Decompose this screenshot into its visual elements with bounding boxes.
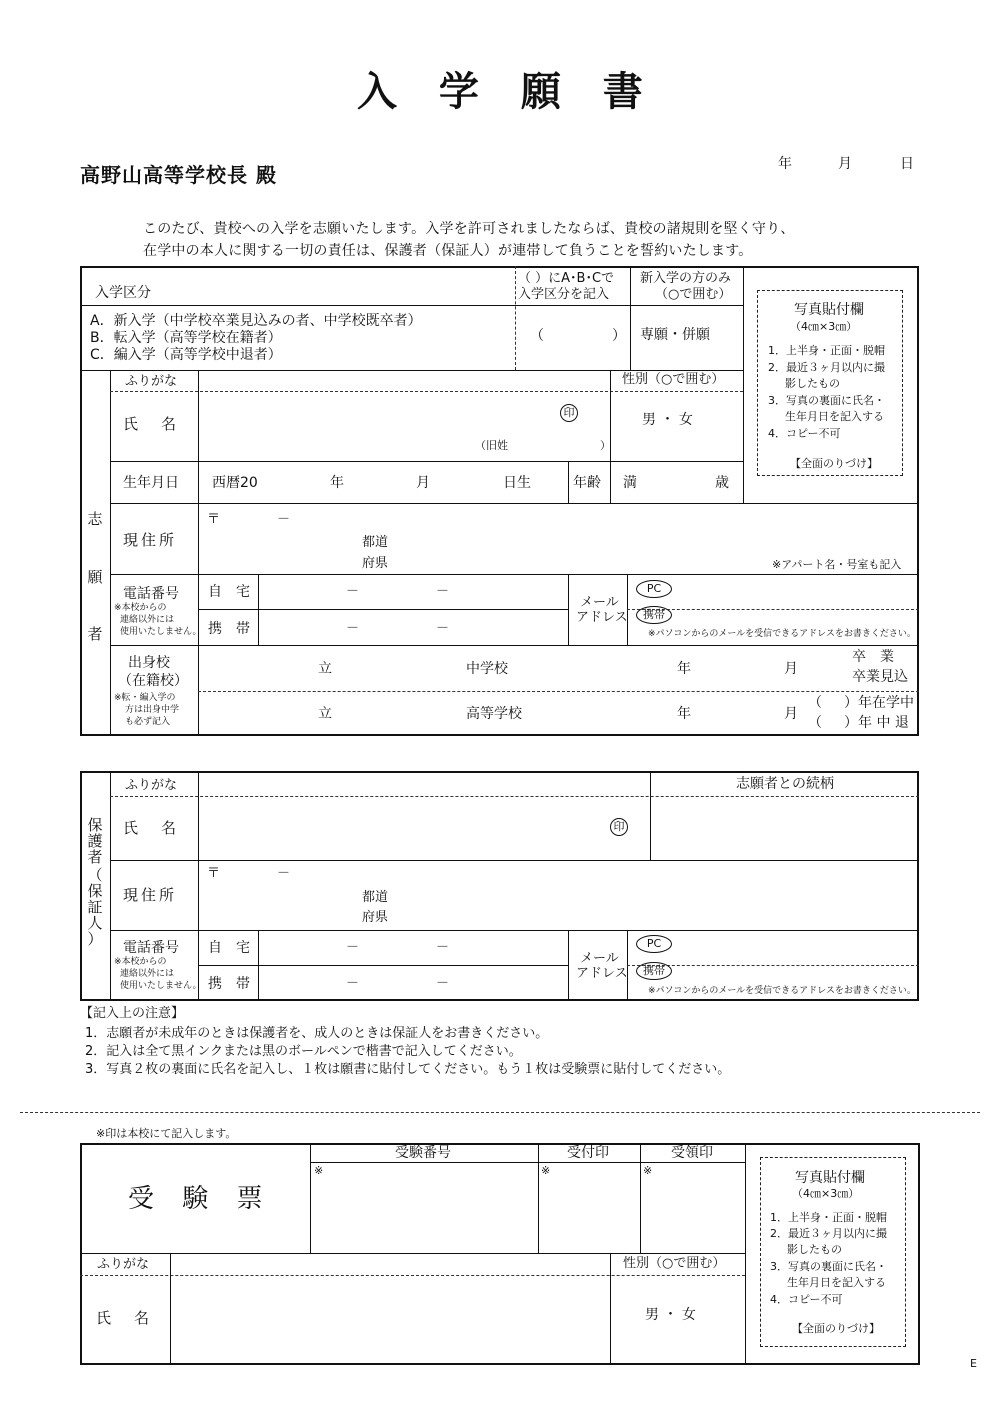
guardian-phone-note-2: 連絡以外には xyxy=(120,969,175,979)
guardian-name-label: 氏 名 xyxy=(123,819,181,837)
guardian-mobile-mail-field[interactable] xyxy=(678,967,916,985)
exam-number-asterisk: ※ xyxy=(314,1164,324,1177)
withdrawn-option[interactable]: ）年 中 退 xyxy=(844,715,909,731)
age-field[interactable] xyxy=(645,470,710,494)
guardian-side-label-2: 護 xyxy=(87,832,103,850)
admission-option-b: B．転入学（高等学校在籍者） xyxy=(90,330,282,346)
guardian-phone-label: 電話番号 xyxy=(123,940,179,956)
guardian-side-label-7: 人 xyxy=(87,914,103,932)
applicant-mobile-phone-1[interactable] xyxy=(262,614,340,640)
school-label-2: （在籍校） xyxy=(118,673,188,689)
guardian-side-label-3: 者 xyxy=(87,848,103,866)
photo-rule-2a: 2．最近３ヶ月以内に撮 xyxy=(768,361,885,374)
applicant-prefecture-top: 都道 xyxy=(362,535,389,550)
applicant-address-field[interactable] xyxy=(395,530,765,570)
guardian-side-label-8: ） xyxy=(87,930,103,948)
applicant-name-field[interactable] xyxy=(200,394,555,434)
applicant-mobile-mail-badge: 携帯 xyxy=(636,606,672,624)
guardian-mobile-phone-label: 携 帯 xyxy=(208,976,250,992)
middle-school-year-label: 年 xyxy=(677,661,691,677)
applicant-mobile-phone-3[interactable] xyxy=(452,614,562,640)
date-year-field[interactable] xyxy=(740,153,776,173)
guardian-phone-note-3: 使用いたしません。 xyxy=(120,981,202,991)
middle-school-name-field[interactable] xyxy=(336,652,458,686)
applicant-home-phone-label: 自 宅 xyxy=(208,584,250,600)
guardian-postal-code-1[interactable] xyxy=(225,864,275,882)
photo-rule-4: 4．コピー不可 xyxy=(768,427,841,440)
photo-rule-1: 1．上半身・正面・脱帽 xyxy=(768,344,885,357)
dob-day-field[interactable] xyxy=(436,470,502,494)
ticket-name-field[interactable] xyxy=(174,1280,606,1360)
high-school-month-field[interactable] xyxy=(700,697,780,731)
applicant-postal-code-2[interactable] xyxy=(293,509,353,527)
guardian-home-dash-1: － xyxy=(346,940,360,955)
guardian-postal-code-2[interactable] xyxy=(293,864,353,882)
guardian-mail-label-2: アドレス xyxy=(576,966,628,981)
applicant-mobile-dash-1: － xyxy=(346,621,360,636)
ticket-photo-rule-4: 4．コピー不可 xyxy=(770,1293,843,1306)
guardian-pc-mail-badge: PC xyxy=(636,935,672,953)
guardian-phone-note-1: ※本校からの xyxy=(114,957,167,967)
applicant-home-dash-2: － xyxy=(436,584,450,599)
guardian-mobile-phone-2[interactable] xyxy=(362,970,432,996)
guardian-prefecture-top: 都道 xyxy=(362,890,389,905)
guardian-side-label-4: （ xyxy=(87,866,103,884)
cut-line xyxy=(20,1112,980,1113)
age-label: 年齢 xyxy=(573,475,601,491)
applicant-side-label-3: 者 xyxy=(87,625,103,643)
applicant-home-phone-1[interactable] xyxy=(262,578,340,604)
note-2: 2．記入は全て黒インクまたは黒のボールペンで楷書で記入してください。 xyxy=(85,1044,522,1059)
middle-school-prefecture-field[interactable] xyxy=(202,652,312,686)
applicant-side-label-1: 志 xyxy=(87,510,103,528)
date-month-field[interactable] xyxy=(800,153,835,173)
exam-number-label: 受験番号 xyxy=(395,1145,451,1161)
guardian-side-label-1: 保 xyxy=(87,816,103,834)
photo-title: 写真貼付欄 xyxy=(794,302,864,318)
ticket-photo-size: （4㎝×3㎝） xyxy=(792,1187,860,1200)
guardian-address-field[interactable] xyxy=(395,886,913,926)
enrolled-grade-field[interactable] xyxy=(822,693,844,711)
guardian-mobile-mail-badge: 携帯 xyxy=(636,962,672,980)
applicant-home-phone-2[interactable] xyxy=(362,578,432,604)
applicant-mobile-dash-2: － xyxy=(436,621,450,636)
applicant-postal-dash: － xyxy=(277,512,291,527)
pledge-line-2: 在学中の本人に関する一切の責任は、保護者（保証人）が連帯して負うことを誓約いたします。 xyxy=(143,243,753,259)
high-school-prefecture-field[interactable] xyxy=(202,697,312,731)
applicant-seal-mark: 印 xyxy=(560,404,578,422)
guardian-furigana-label: ふりがな xyxy=(125,778,178,793)
applicant-pc-mail-badge: PC xyxy=(636,580,672,598)
guardian-home-phone-1[interactable] xyxy=(262,934,340,960)
ticket-furigana-field[interactable] xyxy=(172,1256,606,1274)
guardian-address-label: 現住所 xyxy=(123,886,178,904)
admission-paren-open: （ xyxy=(530,328,544,344)
date-day-field[interactable] xyxy=(860,153,898,173)
guardian-mobile-dash-1: － xyxy=(346,976,360,991)
guardian-furigana-field[interactable] xyxy=(200,774,646,794)
ticket-photo-rule-2a: 2．最近３ヶ月以内に撮 xyxy=(770,1227,887,1240)
guardian-mobile-phone-3[interactable] xyxy=(452,970,562,996)
applicant-mobile-mail-field[interactable] xyxy=(678,612,916,630)
high-school-label: 高等学校 xyxy=(466,706,522,722)
expected-graduation-option[interactable]: 卒業見込 xyxy=(852,669,908,685)
applicant-furigana-label: ふりがな xyxy=(125,374,178,389)
guardian-relation-label: 志願者との続柄 xyxy=(736,776,834,792)
middle-school-public-label: 立 xyxy=(318,661,332,677)
abc-note-line-2: 入学区分を記入 xyxy=(518,287,610,302)
guardian-name-field[interactable] xyxy=(200,800,600,856)
applicant-phone-note-2: 連絡以外には xyxy=(120,615,175,625)
age-suffix: 歳 xyxy=(715,475,729,491)
school-note-2: 方は出身中学 xyxy=(125,705,180,715)
admission-paren-close: ） xyxy=(612,328,626,344)
new-only-line-1: 新入学の方のみ xyxy=(640,271,732,286)
ticket-school-note: ※印は本校にて記入します。 xyxy=(96,1127,237,1140)
guardian-side-label-6: 証 xyxy=(87,898,103,916)
date-year-label: 年 xyxy=(778,156,792,172)
enrolled-option[interactable]: ）年在学中 xyxy=(844,695,914,711)
applicant-address-label: 現住所 xyxy=(123,531,178,549)
guardian-home-phone-3[interactable] xyxy=(452,934,562,960)
applicant-mobile-phone-2[interactable] xyxy=(362,614,432,640)
age-prefix: 満 xyxy=(623,475,637,491)
applicant-phone-note-1: ※本校からの xyxy=(114,603,167,613)
dob-year-field[interactable] xyxy=(262,470,324,494)
guardian-postal-mark: 〒 xyxy=(207,866,221,881)
ticket-photo-rule-1: 1．上半身・正面・脱帽 xyxy=(770,1211,887,1224)
admission-category-field[interactable] xyxy=(548,322,608,348)
applicant-phone-label: 電話番号 xyxy=(123,586,179,602)
applicant-side-label-2: 願 xyxy=(87,568,103,586)
middle-school-month-field[interactable] xyxy=(700,652,780,686)
ticket-photo-rule-2b: 影したもの xyxy=(787,1243,842,1256)
ticket-gender-label: 性別（○で囲む） xyxy=(623,1256,726,1271)
date-day-label: 日 xyxy=(900,156,914,172)
guardian-home-dash-2: － xyxy=(436,940,450,955)
applicant-postal-mark: 〒 xyxy=(207,512,221,527)
guardian-seal-mark: 印 xyxy=(610,818,628,836)
applicant-mail-note: ※パソコンからのメールを受信できるアドレスをお書きください。 xyxy=(648,629,916,639)
received-seal-asterisk: ※ xyxy=(643,1164,653,1177)
new-only-line-2: （○で囲む） xyxy=(655,287,732,302)
photo-size: （4㎝×3㎝） xyxy=(790,320,858,333)
guardian-postal-dash: － xyxy=(277,866,291,881)
ticket-title: 受 験 票 xyxy=(128,1184,273,1214)
ticket-gender-options[interactable]: 男 ・ 女 xyxy=(645,1307,696,1323)
guardian-mail-note: ※パソコンからのメールを受信できるアドレスをお書きください。 xyxy=(648,986,916,996)
receipt-seal-asterisk: ※ xyxy=(541,1164,551,1177)
guardian-mobile-dash-2: － xyxy=(436,976,450,991)
addressee: 高野山高等学校長 殿 xyxy=(80,163,277,187)
applicant-dob-label: 生年月日 xyxy=(123,475,179,491)
ticket-photo-title: 写真貼付欄 xyxy=(795,1170,865,1186)
guardian-home-phone-2[interactable] xyxy=(362,934,432,960)
middle-school-label: 中学校 xyxy=(466,661,508,677)
applicant-prefecture-field[interactable] xyxy=(200,530,358,570)
guardian-side-label-5: 保 xyxy=(87,882,103,900)
applicant-mail-label-2: アドレス xyxy=(576,610,628,625)
applicant-phone-note-3: 使用いたしません。 xyxy=(120,627,202,637)
note-1: 1．志願者が未成年のときは保護者を、成人のときは保証人をお書きください。 xyxy=(85,1026,549,1041)
admission-option-a: A．新入学（中学校卒業見込みの者、中学校既卒者） xyxy=(90,313,422,329)
applicant-mobile-phone-label: 携 帯 xyxy=(208,621,250,637)
guardian-prefecture-bottom: 府県 xyxy=(362,910,389,925)
dob-month-label: 月 xyxy=(416,475,430,491)
applicant-postal-code-1[interactable] xyxy=(225,509,275,527)
applicant-name-label: 氏 名 xyxy=(123,415,181,433)
dob-month-field[interactable] xyxy=(350,470,412,494)
high-school-year-field[interactable] xyxy=(600,697,672,731)
high-school-year-label: 年 xyxy=(677,706,691,722)
admission-option-c: C．編入学（高等学校中退者） xyxy=(90,347,282,363)
ticket-photo-rule-3a: 3．写真の裏面に氏名・ xyxy=(770,1260,887,1273)
middle-school-month-label: 月 xyxy=(784,661,798,677)
applicant-old-name-field[interactable] xyxy=(510,437,598,455)
ticket-name-label: 氏 名 xyxy=(96,1309,154,1327)
guardian-mail-label-1: メール xyxy=(580,951,619,966)
note-3: 3．写真２枚の裏面に氏名を記入し、１枚は願書に貼付してください。もう１枚は受験票に貼付してください。 xyxy=(85,1062,731,1077)
admission-category-label: 入学区分 xyxy=(95,285,151,301)
received-seal-label: 受領印 xyxy=(671,1145,713,1161)
high-school-name-field[interactable] xyxy=(336,697,458,731)
high-school-month-label: 月 xyxy=(784,706,798,722)
applicant-gender-options[interactable]: 男 ・ 女 xyxy=(642,412,693,428)
applicant-home-dash-1: － xyxy=(346,584,360,599)
applicant-pc-mail-field[interactable] xyxy=(678,578,916,606)
photo-paste-note: 【全面のりづけ】 xyxy=(790,457,878,470)
applicant-old-name-close: ） xyxy=(600,439,611,452)
withdrawn-grade-field[interactable] xyxy=(822,713,844,731)
guardian-home-phone-label: 自 宅 xyxy=(208,940,250,956)
ticket-photo-paste-note: 【全面のりづけ】 xyxy=(792,1322,880,1335)
photo-rule-3a: 3．写真の裏面に氏名・ xyxy=(768,394,885,407)
applicant-home-phone-3[interactable] xyxy=(452,578,562,604)
photo-rule-3b: 生年月日を記入する xyxy=(785,410,884,423)
guardian-relation-field[interactable] xyxy=(654,800,916,856)
middle-school-year-field[interactable] xyxy=(600,652,672,686)
guardian-pc-mail-field[interactable] xyxy=(678,934,916,962)
pledge-line-1: このたび、貴校への入学を志願いたします。入学を許可されましたならば、貴校の諸規則を堅く守り、 xyxy=(143,221,795,237)
abc-note-line-1: （ ）にA･B･Cで xyxy=(518,271,615,286)
apartment-note: ※アパート名・号室も記入 xyxy=(772,558,902,571)
enrolled-paren: （ xyxy=(808,695,822,711)
dob-day-label: 日生 xyxy=(503,475,531,491)
ticket-photo-rule-3b: 生年月日を記入する xyxy=(787,1276,886,1289)
dob-year-label: 年 xyxy=(330,475,344,491)
applicant-furigana-field[interactable] xyxy=(200,372,608,390)
receipt-seal-label: 受付印 xyxy=(567,1145,609,1161)
photo-rule-2b: 影したもの xyxy=(785,377,840,390)
withdrawn-paren: （ xyxy=(808,715,822,731)
date-month-label: 月 xyxy=(838,156,852,172)
notes-heading: 【記入上の注意】 xyxy=(80,1006,185,1021)
school-note-1: ※転・編入学の xyxy=(114,693,176,703)
high-school-public-label: 立 xyxy=(318,706,332,722)
ticket-furigana-label: ふりがな xyxy=(97,1257,150,1272)
dob-era-label: 西暦20 xyxy=(212,475,258,491)
applicant-old-name-label: （旧姓 xyxy=(475,439,508,452)
exam-number-field[interactable] xyxy=(326,1168,534,1248)
school-label-1: 出身校 xyxy=(128,655,170,671)
form-title: 入 学 願 書 xyxy=(357,68,657,115)
guardian-prefecture-field[interactable] xyxy=(200,886,358,926)
page-mark: E xyxy=(970,1357,977,1370)
applicant-gender-label: 性別（○で囲む） xyxy=(622,372,725,387)
application-type-options[interactable]: 専願・併願 xyxy=(640,327,710,343)
guardian-mobile-phone-1[interactable] xyxy=(262,970,340,996)
applicant-prefecture-bottom: 府県 xyxy=(362,556,389,571)
graduated-option[interactable]: 卒 業 xyxy=(852,649,894,665)
school-note-3: も必ず記入 xyxy=(125,717,171,727)
applicant-mail-label-1: メール xyxy=(580,595,619,610)
